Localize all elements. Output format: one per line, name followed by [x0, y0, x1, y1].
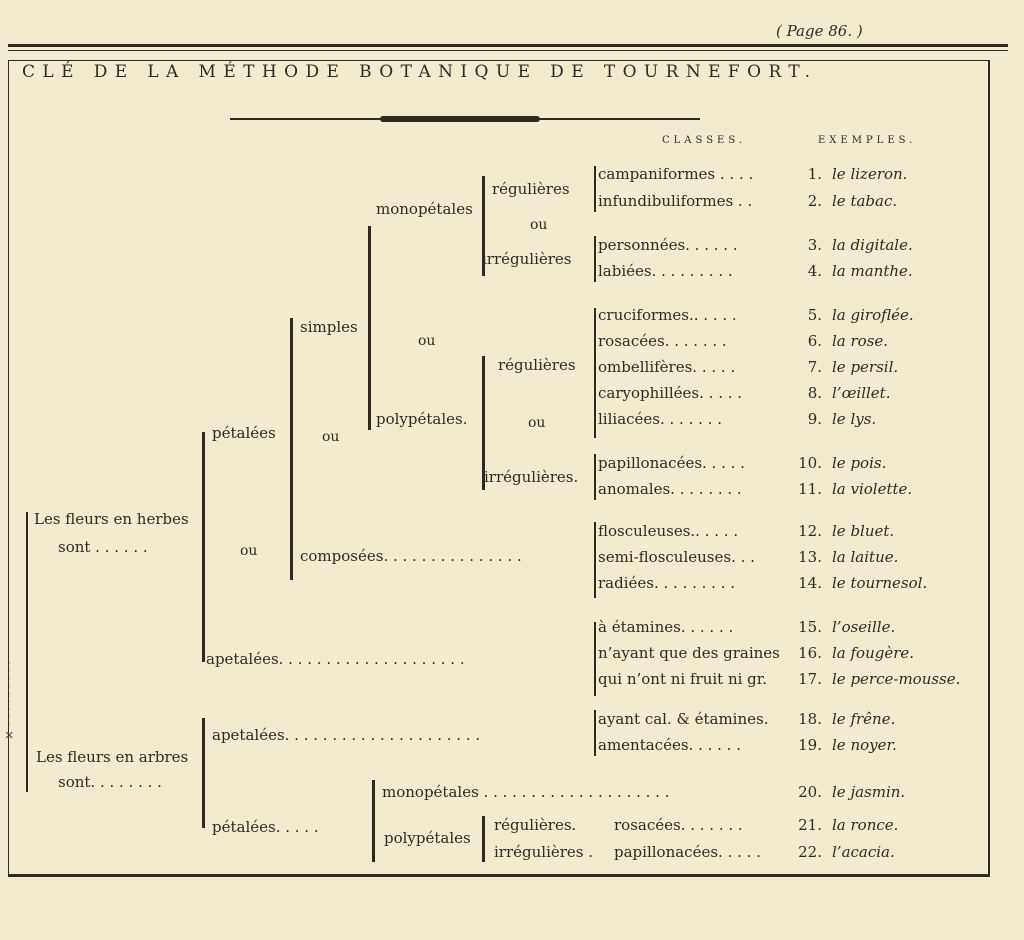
example-plant: la manthe. [832, 262, 913, 280]
bracket-herbes [202, 432, 205, 662]
frame-top [8, 60, 988, 61]
class-name: liliacées. . . . . . . [598, 410, 722, 428]
page-title: CLÉ DE LA MÉTHODE BOTANIQUE DE TOURNEFORT. [22, 62, 818, 82]
class-name: caryophillées. . . . . [598, 384, 743, 402]
class-number: 6. [807, 332, 822, 350]
irreg2-label: irrégulières. [484, 468, 579, 486]
class-number: 21. [798, 816, 822, 834]
class-name: qui n’ont ni fruit ni gr. [598, 670, 768, 688]
bracket-class-7 [594, 710, 596, 756]
polypetales-label: polypétales. [376, 410, 468, 428]
example-plant: le jasmin. [832, 783, 906, 801]
class-number: 18. [798, 710, 822, 728]
bracket-class-5 [594, 522, 596, 598]
bracket-arbres [202, 718, 205, 828]
herbes-label: Les fleurs en herbes [34, 510, 189, 528]
class-name: rosacées. . . . . . . [598, 332, 727, 350]
example-plant: le bluet. [832, 522, 895, 540]
monopetales-ou: ou [530, 217, 548, 233]
bracket-arbres-polypetales [482, 816, 485, 862]
bracket-class-3 [594, 308, 596, 438]
monopetales-label: monopétales [376, 200, 473, 218]
bracket-petalees [290, 318, 293, 580]
class-number: 22. [798, 843, 822, 861]
class-number: 12. [798, 522, 822, 540]
class-name: labiées. . . . . . . . . [598, 262, 733, 280]
arbres-sont: sont. . . . . . . . [58, 773, 162, 791]
reg2-ou: ou [528, 415, 546, 431]
page-reference: ( Page 86. ) [776, 22, 863, 40]
bracket-class-2 [594, 236, 596, 282]
arbres-monopetales-label: monopétales . . . . . . . . . . . . . . . . . . . . [382, 783, 670, 801]
herbes-arbres-ou: ou [240, 543, 258, 559]
class-name: semi-flosculeuses. . . [598, 548, 755, 566]
arbres-apetalees-label: apetalées. . . . . . . . . . . . . . . . . . . . . [212, 726, 481, 744]
example-plant: l’œillet. [832, 384, 891, 402]
example-plant: le tabac. [832, 192, 898, 210]
irreg1-label: irrégulières [482, 250, 572, 268]
class-number: 9. [807, 410, 822, 428]
class-number: 4. [807, 262, 822, 280]
class-number: 5. [807, 306, 822, 324]
top-rule-thin [8, 50, 1008, 51]
class-name: flosculeuses.. . . . . [598, 522, 739, 540]
simples-label: simples [300, 318, 358, 336]
example-plant: la violette. [832, 480, 913, 498]
class-number: 10. [798, 454, 822, 472]
class-number: 13. [798, 548, 822, 566]
class-number: 16. [798, 644, 822, 662]
bracket-class-1 [594, 166, 596, 212]
class-number: 20. [798, 783, 822, 801]
arbres-reg-label: régulières. [494, 816, 577, 834]
example-plant: la ronce. [832, 816, 899, 834]
class-name: radiées. . . . . . . . . [598, 574, 736, 592]
class-number: 2. [807, 192, 822, 210]
petalees-ou: ou [322, 429, 340, 445]
petalees-label: pétalées [212, 424, 276, 442]
header-classes: CLASSES. [662, 135, 747, 146]
class-name: amentacées. . . . . . [598, 736, 741, 754]
example-plant: le tournesol. [832, 574, 928, 592]
class-name: infundibuliformes . . [598, 192, 753, 210]
class-number: 8. [807, 384, 822, 402]
class-name: anomales. . . . . . . . [598, 480, 742, 498]
example-plant: le lys. [832, 410, 877, 428]
class-name: papillonacées. . . . . [598, 454, 745, 472]
bracket-simples [368, 226, 371, 430]
class-number: 11. [798, 480, 822, 498]
example-plant: le noyer. [832, 736, 897, 754]
class-number: 7. [807, 358, 822, 376]
composees-label: composées. . . . . . . . . . . . . . . [300, 547, 522, 565]
class-number: 1. [807, 165, 822, 183]
example-plant: la digitale. [832, 236, 913, 254]
example-plant: le frêne. [832, 710, 896, 728]
class-name: papillonacées. . . . . [614, 843, 761, 861]
example-plant: le lizeron. [832, 165, 908, 183]
bracket-left-outer [26, 512, 28, 792]
bracket-class-4 [594, 454, 596, 500]
title-divider-ornament [380, 116, 540, 122]
example-plant: l’acacia. [832, 843, 895, 861]
class-name: à étamines. . . . . . [598, 618, 734, 636]
arbres-petalees-label: pétalées. . . . . [212, 818, 319, 836]
class-name: ombellifères. . . . . [598, 358, 736, 376]
class-number: 17. [798, 670, 822, 688]
class-name: campaniformes . . . . [598, 165, 754, 183]
example-plant: la fougère. [832, 644, 915, 662]
example-plant: le perce-mousse. [832, 670, 961, 688]
example-plant: la rose. [832, 332, 889, 350]
class-name: cruciformes.. . . . . [598, 306, 737, 324]
frame-left [8, 60, 9, 875]
header-exemples: EXEMPLES. [818, 135, 917, 146]
example-plant: le persil. [832, 358, 899, 376]
class-name: rosacées. . . . . . . [614, 816, 743, 834]
bracket-class-6 [594, 622, 596, 696]
class-name: n’ayant que des graines [598, 644, 780, 662]
arbres-polypetales-label: polypétales [384, 829, 471, 847]
top-rule [8, 44, 1008, 47]
example-plant: la giroflée. [832, 306, 914, 324]
arbres-irreg-label: irrégulières . [494, 843, 594, 861]
example-plant: le pois. [832, 454, 887, 472]
arbres-label: Les fleurs en arbres [36, 748, 189, 766]
reg2-label: régulières [498, 356, 576, 374]
reg1-label: régulières [492, 180, 570, 198]
class-number: 14. [798, 574, 822, 592]
example-plant: la laitue. [832, 548, 899, 566]
class-number: 15. [798, 618, 822, 636]
simples-ou: ou [418, 333, 436, 349]
example-plant: l’oseille. [832, 618, 896, 636]
class-name: personnées. . . . . . [598, 236, 738, 254]
apetalees-label: apetalées. . . . . . . . . . . . . . . . . . . . [206, 650, 465, 668]
class-number: 3. [807, 236, 822, 254]
bracket-arbres-petalees [372, 780, 375, 862]
herbes-sont: sont . . . . . . [58, 538, 148, 556]
frame-bottom [8, 874, 990, 877]
margin-marks: × · · · · · · · · · [2, 661, 16, 740]
frame-right [988, 60, 990, 875]
class-name: ayant cal. & étamines. [598, 710, 769, 728]
class-number: 19. [798, 736, 822, 754]
